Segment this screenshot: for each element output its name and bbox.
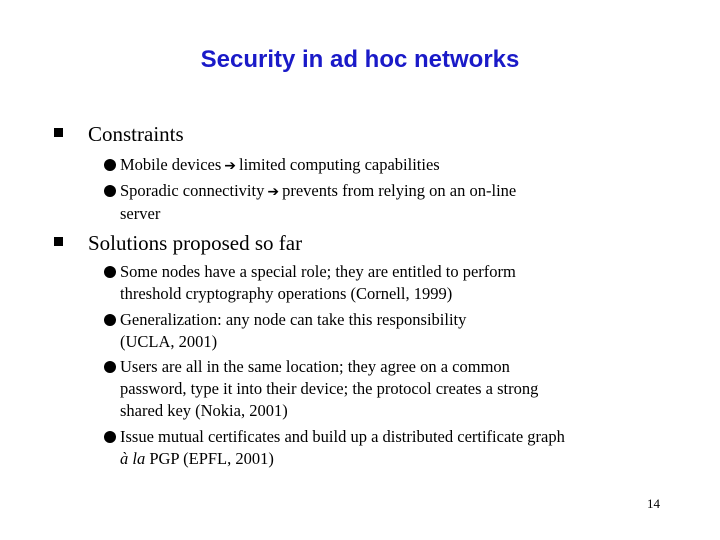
- square-bullet-icon: [54, 237, 63, 246]
- bullet-item: Sporadic connectivity ➔ prevents from relying on an on-line server: [104, 180, 684, 225]
- bullet-item: Users are all in the same location; they agree on a common password, type it into their device; the protocol creates a strong shared key (Nokia, 2001): [104, 356, 684, 422]
- round-bullet-icon: [104, 314, 116, 326]
- round-bullet-icon: [104, 361, 116, 373]
- slide-title: Security in ad hoc networks: [200, 46, 520, 73]
- bullet-item: Some nodes have a special role; they are entitled to perform threshold cryptography operations (Cornell, 1999): [104, 261, 684, 305]
- section-heading-solutions: Solutions proposed so far: [88, 231, 303, 255]
- right-arrow-icon: ➔: [224, 158, 236, 174]
- bullet-item: Issue mutual certificates and build up a distributed certificate graph à la PGP (EPFL, 2001): [104, 426, 684, 470]
- square-bullet-icon: [54, 128, 63, 137]
- round-bullet-icon: [104, 159, 116, 171]
- page-number: 14: [647, 496, 660, 511]
- round-bullet-icon: [104, 266, 116, 278]
- round-bullet-icon: [104, 431, 116, 443]
- round-bullet-icon: [104, 185, 116, 197]
- bullet-item: Generalization: any node can take this responsibility (UCLA, 2001): [104, 309, 684, 353]
- bullet-item: Mobile devices ➔ limited computing capabilities: [104, 154, 684, 177]
- right-arrow-icon: ➔: [267, 184, 280, 200]
- section-heading-constraints: Constraints: [88, 122, 184, 146]
